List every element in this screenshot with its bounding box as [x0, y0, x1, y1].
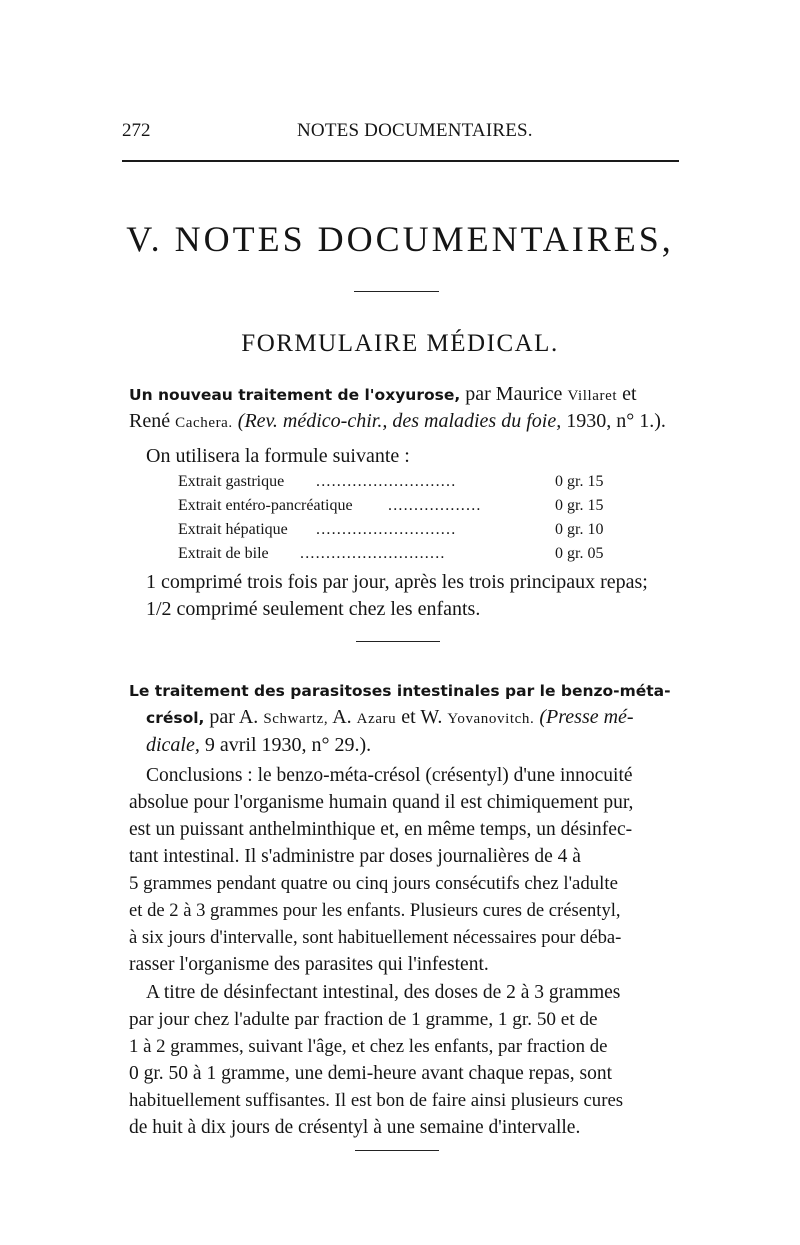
paragraph-line: de huit à dix jours de crésentyl à une semaine d'intervalle.: [129, 1117, 581, 1138]
formula-quantity: 0 gr. 10: [555, 521, 604, 538]
article1-heading-line1: [129, 380, 637, 410]
article1-author2-first: René: [129, 410, 171, 432]
formula-row: [178, 542, 648, 566]
formula-quantity: 0 gr. 15: [555, 497, 604, 514]
paragraph-line: absolue pour l'organisme humain quand il est chimiquement pur,: [129, 792, 634, 813]
article2-author2: Azaru: [356, 711, 397, 727]
article2-citation-journal: dicale,: [146, 734, 200, 756]
section-title: V. NOTES DOCUMENTAIRES,: [126, 219, 674, 259]
formula-table: [178, 470, 648, 566]
article2-heading-line2: [146, 703, 634, 733]
article1-citation-rest: 1930, n° 1.).: [566, 410, 666, 432]
formula-ingredient: Extrait gastrique: [178, 473, 285, 490]
article1-title: Un nouveau traitement de l'oxyurose,: [129, 386, 461, 404]
article2-citation: (Presse mé-: [539, 706, 634, 728]
header-rule: [122, 160, 679, 162]
running-head: [122, 120, 682, 146]
article2-title-end: crésol,: [146, 709, 205, 727]
formula-row: [178, 518, 648, 542]
formula-row: [178, 494, 648, 518]
paragraph-line: et de 2 à 3 grammes pour les enfants. Plusieurs cures de crésentyl,: [129, 900, 621, 921]
article2-heading-line3: [146, 731, 371, 759]
article2-by: par A.: [209, 706, 259, 728]
article-divider: [356, 641, 440, 642]
page-number: 272: [122, 120, 151, 141]
article2-author1: Schwartz,: [263, 711, 329, 727]
formula-leader: ...........................: [316, 473, 457, 490]
article1-intro: On utilisera la formule suivante :: [146, 445, 410, 467]
paragraph-line: à six jours d'intervalle, sont habituellement nécessaires pour déba-: [129, 927, 622, 948]
formula-ingredient: Extrait hépatique: [178, 521, 288, 538]
paragraph-line: rasser l'organisme des parasites qui l'infestent.: [129, 954, 489, 975]
article1-author1: Villaret: [567, 388, 618, 404]
article2-citation-date: 9 avril 1930, n° 29.).: [204, 734, 372, 756]
end-divider: [355, 1150, 439, 1151]
paragraph-line: Conclusions : le benzo-méta-crésol (crésentyl) d'une innocuité: [146, 765, 633, 786]
paragraph-line: par jour chez l'adulte par fraction de 1 gramme, 1 gr. 50 et de: [129, 1009, 598, 1030]
article1-citation: (Rev. médico-chir., des maladies du foie,: [237, 410, 562, 432]
paragraph-line: 0 gr. 50 à 1 gramme, une demi-heure avant chaque repas, sont: [129, 1063, 612, 1084]
article1-author2-last: Cachera.: [175, 415, 233, 431]
paragraph-line: 5 grammes pendant quatre ou cinq jours consécutifs chez l'adulte: [129, 873, 618, 894]
paragraph-line: est un puissant anthelminthique et, en même temps, un désinfec-: [129, 819, 633, 840]
article2-et: et W.: [401, 706, 443, 728]
article2-author2-initial: A.: [332, 706, 352, 728]
formula-leader: ..................: [388, 497, 482, 514]
formula-leader: ...........................: [316, 521, 457, 538]
article1-et: et: [622, 383, 637, 405]
formula-leader: ............................: [300, 545, 446, 562]
formula-row: [178, 470, 648, 494]
formula-ingredient: Extrait entéro-pancréatique: [178, 497, 353, 514]
article2-heading-line1: [129, 676, 671, 705]
formula-quantity: 0 gr. 15: [555, 473, 604, 490]
article1-heading-line2: [129, 407, 666, 437]
subsection-title: FORMULAIRE MÉDICAL.: [241, 330, 559, 357]
paragraph-line: habituellement suffisantes. Il est bon de faire ainsi plusieurs cures: [129, 1090, 624, 1111]
article1-by: par Maurice: [465, 383, 563, 405]
paragraph-line: 1 à 2 grammes, suivant l'âge, et chez les enfants, par fraction de: [129, 1036, 608, 1057]
article2-title: Le traitement des parasitoses intestinales par le benzo-méta-: [129, 682, 671, 700]
dosage-line: 1/2 comprimé seulement chez les enfants.: [146, 598, 481, 620]
section-divider: [354, 291, 439, 292]
formula-ingredient: Extrait de bile: [178, 545, 269, 562]
formula-quantity: 0 gr. 05: [555, 545, 604, 562]
dosage-line: 1 comprimé trois fois par jour, après les trois principaux repas;: [146, 571, 648, 593]
article2-author3: Yovanovitch.: [447, 711, 535, 727]
running-title: NOTES DOCUMENTAIRES.: [297, 120, 533, 141]
paragraph-line: tant intestinal. Il s'administre par doses journalières de 4 à: [129, 846, 581, 867]
paragraph-line: A titre de désinfectant intestinal, des doses de 2 à 3 grammes: [146, 982, 621, 1003]
